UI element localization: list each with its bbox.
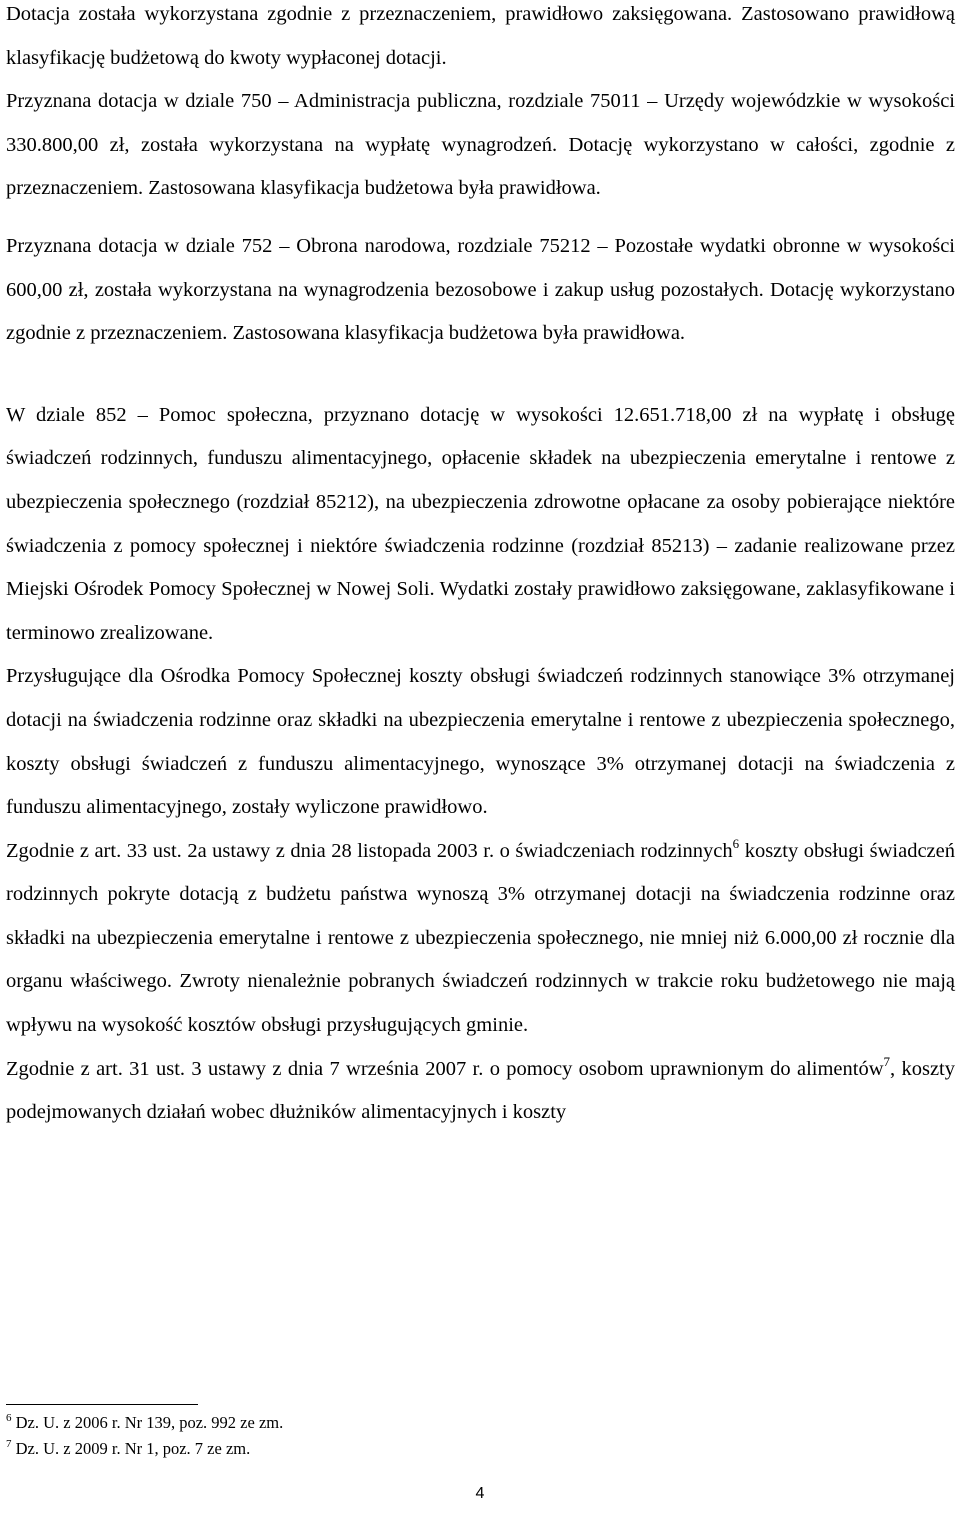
page-number: 4: [475, 1485, 485, 1502]
footnote-6-number: 6: [6, 1412, 12, 1424]
footnote-separator: [6, 1404, 198, 1405]
art-33-text: Zgodnie z art. 33 ust. 2a ustawy z dnia 28 listopada 2003 r. o świadczeniach rodzinnych: [6, 839, 733, 862]
footnote-ref-6[interactable]: 6: [732, 835, 740, 851]
page-body: [6, 0, 955, 1135]
footnotes: [6, 1410, 283, 1462]
art-33-text-cont: koszty obsługi świadczeń rodzinnych pokryte dotacją z budżetu państwa wynoszą 3% otrzymanej dotacji na świadczenia rodzinne oraz składki na ubezpieczenia emerytalne i rentowe z ubezpieczenia społecznego, nie mniej niż 6.000,00 zł rocznie dla organu właściwego. Zwroty nienależnie pobranych świadczeń rodzinnych w trakcie roku budżetowego nie mają wpływu na wysokość kosztów obsługi przysługujących gminie.: [6, 839, 955, 1037]
footnote-ref-7[interactable]: 7: [883, 1053, 890, 1069]
paragraph-division-752: Przyznana dotacja w dziale 752 – Obrona narodowa, rozdziale 75212 – Pozostałe wydatki obronne w wysokości 600,00 zł, została wykorzystana na wynagrodzenia bezosobowe i zakup usług pozostałych. Dotację wykorzystano zgodnie z przeznaczeniem. Zastosowana klasyfikacja budżetowa była prawidłowa.: [6, 234, 955, 345]
art-31-text-cont: , koszty podejmowanych działań wobec dłużników alimentacyjnych i koszty: [6, 1057, 955, 1124]
footnote-6: [6, 1410, 283, 1436]
art-31-text: Zgodnie z art. 31 ust. 3 ustawy z dnia 7 września 2007 r. o pomocy osobom uprawnionym do alimentów: [6, 1057, 884, 1080]
paragraph-division-750: Przyznana dotacja w dziale 750 – Administracja publiczna, rozdziale 75011 – Urzędy wojewódzkie w wysokości 330.800,00 zł, została wykorzystana na wypłatę wynagrodzeń. Dotację wykorzystano w całości, zgodnie z przeznaczeniem. Zastosowana klasyfikacja budżetowa była prawidłowa.: [6, 90, 955, 200]
footnote-7-text: Dz. U. z 2009 r. Nr 1, poz. 7 ze zm.: [11, 1439, 251, 1458]
footnote-6-text: Dz. U. z 2006 r. Nr 139, poz. 992 ze zm.: [11, 1413, 284, 1432]
paragraph-service-costs: Przysługujące dla Ośrodka Pomocy Społecznej koszty obsługi świadczeń rodzinnych stanowiące 3% otrzymanej dotacji na świadczenia rodzinne oraz składki na ubezpieczenia emerytalne i rentowe z ubezpieczenia społecznego, koszty obsługi świadczeń z funduszu alimentacyjnego, wynoszące 3% otrzymanej dotacji na świadczenia z funduszu alimentacyjnego, zostały wyliczone prawidłowo.: [6, 665, 955, 819]
paragraph-grant-usage: Dotacja została wykorzystana zgodnie z przeznaczeniem, prawidłowo zaksięgowana. Zastosowano prawidłową klasyfikację budżetową do kwoty wypłaconej dotacji.: [6, 3, 955, 69]
paragraph-art-33: [6, 830, 955, 1048]
paragraph-art-31: [6, 1048, 955, 1135]
footnote-7: [6, 1436, 283, 1462]
paragraph-division-852: W dziale 852 – Pomoc społeczna, przyznano dotację w wysokości 12.651.718,00 zł na wypłatę i obsługę świadczeń rodzinnych, funduszu alimentacyjnego, opłacenie składek na ubezpieczenia emerytalne i rentowe z ubezpieczenia społecznego (rozdział 85212), na ubezpieczenia zdrowotne opłacane za osoby pobierające niektóre świadczenia z pomocy społecznej i niektóre świadczenia rodzinne (rozdział 85213) – zadanie realizowane przez Miejski Ośrodek Pomocy Społecznej w Nowej Soli. Wydatki zostały prawidłowo zaksięgowane, zaklasyfikowane i terminowo zrealizowane.: [6, 403, 955, 644]
footnote-7-number: 7: [6, 1438, 12, 1450]
